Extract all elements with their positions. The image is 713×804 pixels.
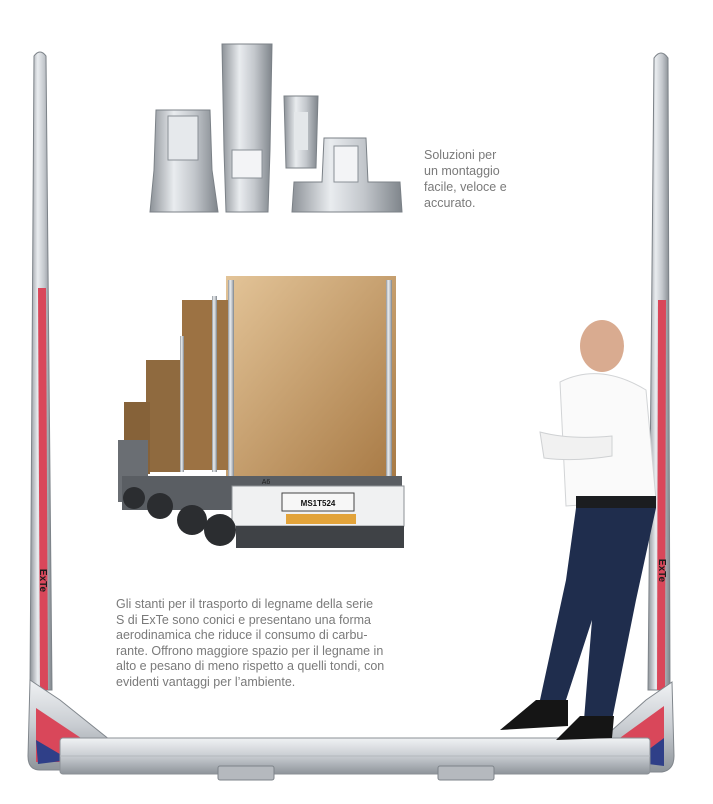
caption-line: un montaggio [424, 164, 500, 178]
left-stake [28, 52, 120, 770]
stake-description [116, 597, 426, 690]
stake-profile-samples [150, 44, 402, 212]
timber-truck [118, 276, 404, 548]
description-line: S di ExTe sono conici e presentano una forma [116, 612, 372, 627]
exte-logo-left [32, 560, 54, 600]
truck-code [258, 477, 274, 487]
caption-line: Soluzioni per [424, 148, 497, 162]
exte-logo-text-right: ExTe [656, 558, 668, 582]
truck-plate [284, 496, 352, 510]
description-line: Gli stanti per il trasporto di legname della serie [116, 597, 374, 611]
truck-code-text: A6 [261, 478, 271, 486]
exte-logo-right [651, 550, 673, 590]
mounting-caption [424, 147, 544, 211]
description-line: aerodinamica che riduce il consumo di carbu- [116, 628, 368, 642]
bottom-beam [60, 738, 650, 780]
caption-line: facile, veloce e [424, 180, 507, 194]
man-leaning-on-stake [500, 320, 656, 740]
description-line: alto e pesano di meno rispetto a quelli tondi, con [116, 659, 385, 673]
description-line: rante. Offrono maggiore spazio per il legname in [116, 643, 384, 658]
caption-line: accurato. [424, 196, 476, 210]
truck-plate-text: MS1T524 [300, 498, 336, 508]
description-line: evidenti vantaggi per l’ambiente. [116, 674, 296, 689]
exte-logo-text-left: ExTe [37, 568, 49, 592]
